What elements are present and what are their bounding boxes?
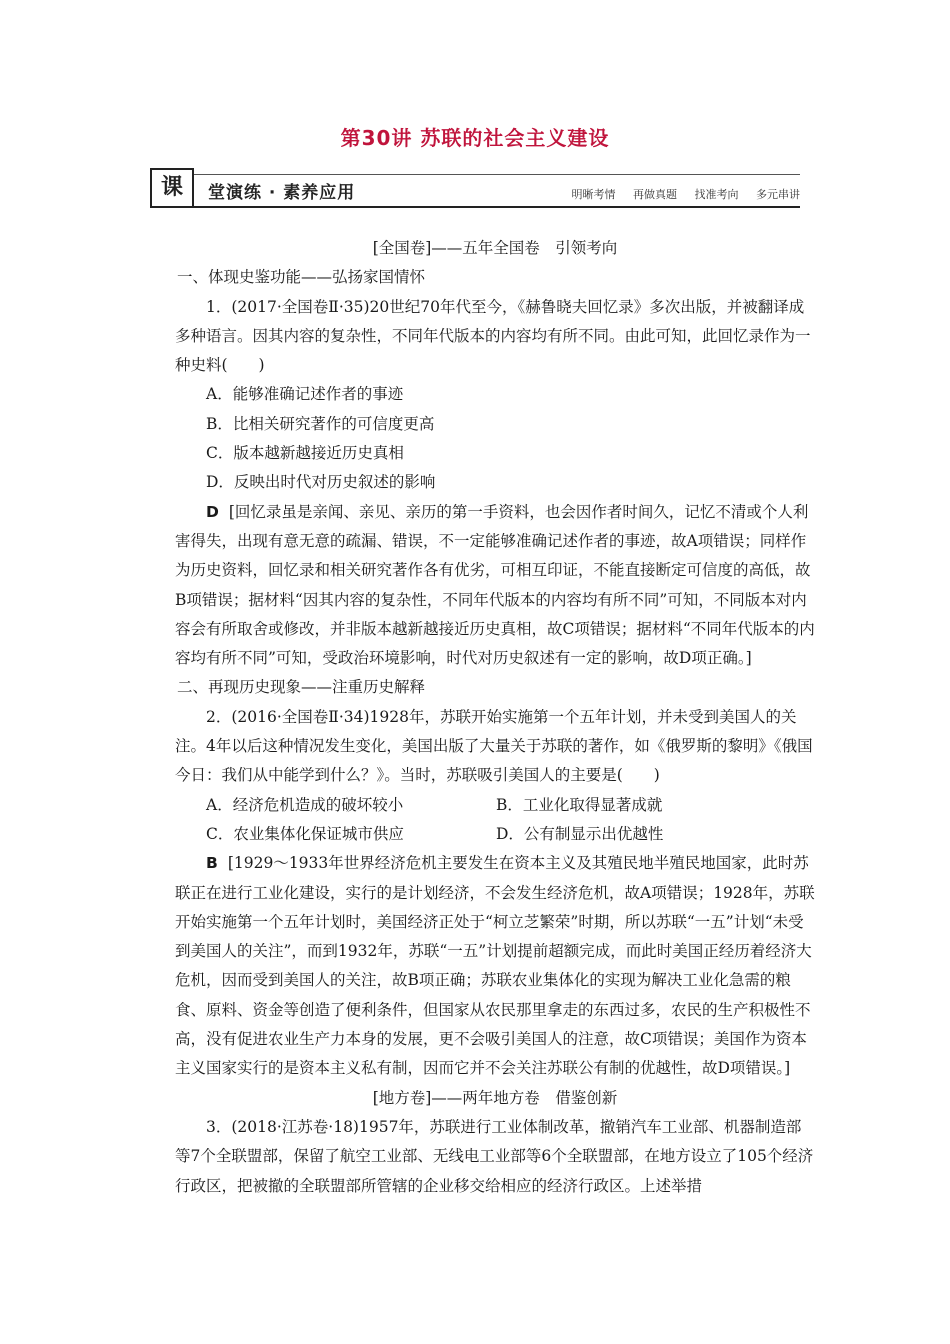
option-row: [175, 820, 815, 849]
question-stem: 3．(2018·江苏卷·18)1957年，苏联进行工业体制改革，撤销汽车工业部、机器制造部等7个全联盟部，保留了航空工业部、无线电工业部等6个全联盟部，在地方设立了105个经济行政区，把被撤的全联盟部所管辖的企业移交给相应的经济行政区。上述举措: [175, 1117, 814, 1195]
question-stem: 1．(2017·全国卷Ⅱ·35)20世纪70年代至今，《赫鲁晓夫回忆录》多次出版，并被翻译成多种语言。因其内容的复杂性，不同年代版本的内容均有所不同。由此可知，此回忆录作为一种史料( ): [175, 297, 811, 375]
banner-text: 堂演练 · 素养应用: [208, 183, 356, 203]
answer-letter: D: [206, 502, 219, 521]
banner-rule-top: [194, 174, 800, 175]
explanation-text: [回忆录虽是亲闻、亲见、亲历的第一手资料，也会因作者时间久，记忆不清或个人利害得失，出现有意无意的疏漏、错误，不一定能够准确记述作者的事迹，故A项错误；同样作为历史资料，回忆录和相关研究著作各有优劣，可相互印证，不能直接断定可信度的高低，故B项错误；据材料“因其内容的复杂性，不同年代版本的内容均有所不同”可知，不同版本对内容会有所取舍或修改，并非版本越新越接近历史真相，故C项错误；据材料“不同年代版本的内容均有所不同”可知，受政治环境影响，时代对历史叙述有一定的影响，故D项正确。]: [175, 502, 815, 668]
page-title: 第30讲 苏联的社会主义建设: [340, 126, 610, 150]
answer-explanation: [175, 849, 815, 1083]
option-row: [175, 791, 815, 820]
option-c: C．农业集体化保证城市供应: [206, 824, 404, 843]
banner-tag: 多元串讲: [756, 188, 800, 201]
answer-letter: B: [206, 854, 218, 873]
explanation-text: [1929～1933年世界经济危机主要发生在资本主义及其殖民地半殖民地国家，此时苏联正在进行工业化建设，实行的是计划经济，不会发生经济危机，故A项错误；1928年，苏联开始实施第一个五年计划时，美国经济正处于“柯立芝繁荣”时期，所以苏联“一五”计划“未受到美国人的关注”，而到1932年，苏联“一五”计划提前超额完成，而此时美国正经历着经济大危机，因而受到美国人的关注，故B项正确；苏联农业集体化的实现为解决工业化急需的粮食、原料、资金等创造了便利条件，但国家从农民那里拿走的东西过多，农民的生产积极性不高，没有促进农业生产力本身的发展，更不会吸引美国人的注意，故C项错误；美国作为资本主义国家实行的是资本主义私有制，因而它并不会关注苏联公有制的优越性，故D项错误。]: [175, 854, 815, 1078]
option-c: C．版本越新越接近历史真相: [206, 444, 404, 463]
answer-explanation: [175, 498, 815, 674]
option-a: A．能够准确记述作者的事迹: [206, 385, 404, 404]
banner-tags: [558, 186, 801, 202]
banner-rule-bottom: [194, 206, 800, 208]
section-heading-national: [全国卷]——五年全国卷 引领考向: [372, 239, 618, 257]
section-banner: [150, 168, 800, 212]
option-d: D．反映出时代对历史叙述的影响: [206, 473, 436, 492]
part-heading: 二、再现历史现象——注重历史解释: [177, 678, 426, 697]
option-b: B．工业化取得显著成就: [496, 795, 663, 814]
option-a: A．经济危机造成的破坏较小: [206, 795, 404, 814]
banner-tag: 再做真题: [633, 188, 677, 201]
banner-tag: 找准考向: [694, 188, 739, 201]
banner-box-char: 课: [150, 168, 194, 208]
section-heading-local: [地方卷]——两年地方卷 借鉴创新: [372, 1088, 618, 1107]
content-body: [175, 234, 815, 1201]
part-heading: 一、体现史鉴功能——弘扬家国情怀: [177, 268, 426, 287]
option-d: D．公有制显示出优越性: [496, 824, 664, 843]
question-stem: 2．(2016·全国卷Ⅱ·34)1928年，苏联开始实施第一个五年计划，并未受到美国人的关注。4年以后这种情况发生变化，美国出版了大量关于苏联的著作，如《俄罗斯的黎明》《俄国今日：我们从中能学到什么？》。当时，苏联吸引美国人的主要是( ): [175, 707, 813, 785]
banner-tag: 明晰考情: [571, 188, 616, 201]
option-b: B．比相关研究著作的可信度更高: [206, 414, 435, 433]
